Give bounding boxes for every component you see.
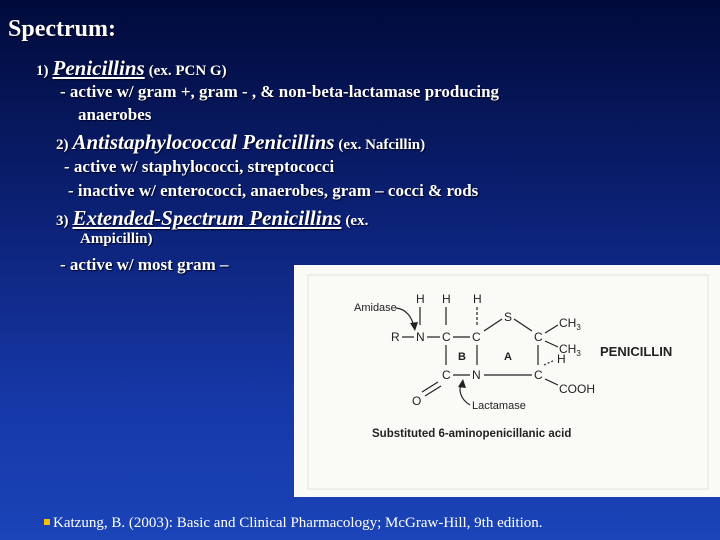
atom-ch3b: $CH_3$ xyxy=(559,342,581,358)
penicillin-name-label: PENICILLIN xyxy=(600,344,673,359)
figure-caption: Substituted 6-aminopenicillanic acid xyxy=(372,428,572,440)
amidase-label: Amidase xyxy=(354,302,397,314)
bond-s-c3 xyxy=(514,319,532,331)
item-1-heading xyxy=(36,56,227,81)
item-3-heading xyxy=(56,206,368,231)
atom-h4: H xyxy=(557,352,566,366)
item-2-number: 2) xyxy=(56,137,69,153)
item-1-name: Penicillins xyxy=(52,56,145,80)
atom-r: R xyxy=(391,330,400,344)
citation-text: Katzung, B. (2003): Basic and Clinical Pharmacology; McGraw-Hill, 9th edition. xyxy=(53,515,543,531)
bond-c5-h4 xyxy=(544,360,555,365)
lactamase-label: Lactamase xyxy=(472,400,526,412)
item-1-example: (ex. PCN G) xyxy=(148,63,227,79)
citation-bullet-icon xyxy=(44,519,50,525)
atom-h2: H xyxy=(442,292,451,306)
bond-c2-s xyxy=(484,319,502,331)
item-3-detail-1: - active w/ most gram – xyxy=(60,255,229,274)
bond-c3-ch3a xyxy=(545,325,558,333)
ring-a-label: A xyxy=(504,351,512,363)
atom-c4: C xyxy=(442,368,451,382)
item-2-detail-1: - active w/ staphylococci, streptococci xyxy=(64,157,335,176)
atom-o: O xyxy=(412,394,422,408)
atom-c2: C xyxy=(472,330,481,344)
item-1-detail-1: - active w/ gram +, gram - , & non-beta-lactamase producing xyxy=(60,82,500,101)
penicillin-structure-figure xyxy=(294,265,720,497)
atom-n1: N xyxy=(416,330,425,344)
ring-b-label: B xyxy=(458,351,466,363)
atom-c3: C xyxy=(534,330,543,344)
item-2-heading xyxy=(56,130,425,155)
atom-s: S xyxy=(504,310,513,324)
item-3-name: Extended-Spectrum Penicillins xyxy=(72,206,342,230)
item-1-detail-2: anaerobes xyxy=(78,105,152,124)
atom-h1: H xyxy=(416,292,425,306)
atom-h3: H xyxy=(473,292,482,306)
item-2-name: Antistaphylococcal Penicillins xyxy=(72,130,335,154)
item-2-detail-2: - inactive w/ enterococci, anaerobes, gram – cocci & rods xyxy=(68,181,479,200)
item-3-example: (ex. xyxy=(345,213,369,229)
item-1-number: 1) xyxy=(36,63,49,79)
penicillin-structure-diagram xyxy=(294,265,720,497)
atom-n2: N xyxy=(472,368,481,382)
lactamase-arrowhead xyxy=(458,379,466,388)
slide-title: Spectrum: xyxy=(8,16,116,42)
atom-c1: C xyxy=(442,330,451,344)
citation xyxy=(44,515,543,532)
bond-c4-o-2 xyxy=(425,386,441,396)
item-3-number: 3) xyxy=(56,213,69,229)
atom-c5: C xyxy=(534,368,543,382)
atom-cooh: COOH xyxy=(559,382,595,396)
item-2-example: (ex. Nafcillin) xyxy=(338,137,426,153)
item-3-example-cont: Ampicillin) xyxy=(80,231,153,247)
bond-c4-o-1 xyxy=(422,382,438,392)
bond-c5-cooh xyxy=(545,379,558,385)
bond-c3-ch3b xyxy=(545,341,558,347)
atom-ch3a: $CH_3$ xyxy=(559,316,581,332)
